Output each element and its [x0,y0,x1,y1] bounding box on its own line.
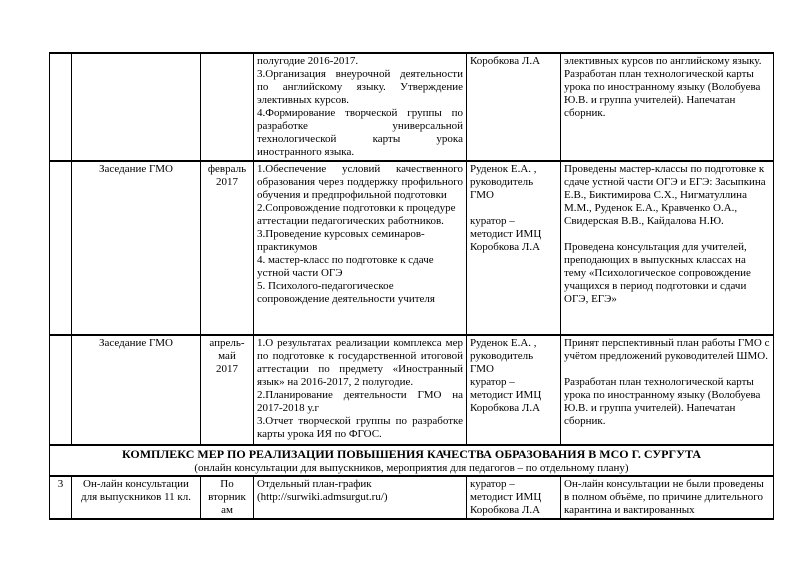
date-cell [201,476,254,519]
responsible-cell [467,476,561,519]
date-line: вторник [208,491,246,503]
paragraph: полугодие 2016-2017. [257,55,359,67]
date-line: По [220,478,234,490]
date-cell [201,161,254,335]
row-number-cell [50,476,72,519]
paragraph: Разработан план технологической карты урока по иностранному языку (Волобуева Ю.В. и группа учителей). Напечатан сборник. [564,376,761,427]
paragraph [564,228,770,241]
paragraph: 4. мастер-класс по подготовке к сдаче устной части ОГЭ [257,254,434,279]
paragraph [564,363,770,376]
responsible-cell [467,161,561,335]
section-subtitle: (онлайн консультации для выпускников, мероприятия для педагогов – по отдельному плану) [194,462,629,474]
section-header-row [50,445,774,476]
date-cell [201,53,254,161]
table-row-gmo-february [50,161,774,335]
paragraph: куратор – методист ИМЦ Коробкова Л.А [470,376,542,414]
paragraph: Руденок Е.А. , руководитель ГМО [470,337,537,375]
event-label: Заседание ГМО [99,163,173,175]
event-cell [72,161,201,335]
paragraph: куратор – методист ИМЦ Коробкова Л.А [470,478,542,516]
row-number-cell [50,53,72,161]
topics-cell [254,476,467,519]
section-title: КОМПЛЕКС МЕР ПО РЕАЛИЗАЦИИ ПОВЫШЕНИЯ КАЧЕСТВА ОБРАЗОВАНИЯ В МСО Г. СУРГУТА [121,447,702,461]
row-number-cell [50,335,72,445]
row-number-cell [50,161,72,335]
event-cell [72,335,201,445]
row-number: 3 [57,478,64,490]
responsible-cell [467,335,561,445]
paragraph: Проведены мастер-классы по подготовке к сдаче устной части ОГЭ и ЕГЭ: Засыпкина Е.В., Биктимирова С.Х., Нигматуллина М.М., Руденок Е.А., Кравченко О.А., Свидерская В.В., Кайдалова Н.Ю. [564,163,766,227]
paragraph: 1.О результатах реализации комплекса мер по подготовке к государственной итоговой аттестации по предмету «Иностранный язык» на 2016-2017, 2 полугодие. [257,337,463,388]
paragraph: Коробкова Л.А [470,55,541,67]
paragraph: 2.Планирование деятельности ГМО на 2017-2018 у.г [257,389,463,414]
event-cell [72,476,201,519]
paragraph: 2.Сопровождение подготовки к процедуре аттестации педагогических работников. [257,202,456,227]
section-header-cell [50,445,774,476]
gmo-activity-table [49,52,774,520]
table-row-online-consultations [50,476,774,519]
date-line: февраль [207,163,247,175]
results-cell [561,476,774,519]
event-cell [72,53,201,161]
responsible-cell [467,53,561,161]
table-row-gmo-april-may [50,335,774,445]
paragraph: Руденок Е.А. , руководитель ГМО [470,163,537,201]
plan-url-text: (http://surwiki.admsurgut.ru/) [257,491,388,503]
event-label: Заседание ГМО [99,337,173,349]
paragraph: куратор – методист ИМЦ Коробкова Л.А [470,215,542,253]
date-line: апрель- [209,337,245,349]
paragraph: 3.Проведение курсовых семинаров-практикумов [257,228,425,253]
paragraph: Отдельный план-график [257,478,372,490]
results-cell [561,53,774,161]
results-cell [561,335,774,445]
date-line: 2017 [216,176,238,188]
topics-cell [254,161,467,335]
paragraph: элективных курсов по английскому языку. Разработан план технологической карты урока по иностранному языку (Волобуева Ю.В. и группа учителей). Напечатан сборник. [564,55,762,119]
results-cell [561,161,774,335]
topics-cell [254,53,467,161]
table-row-continuation [50,53,774,161]
paragraph: 3.Отчет творческой группы по разработке карты урока ИЯ по ФГОС. [257,415,463,440]
paragraph: Проведена консультация для учителей, преподающих в выпускных классах на тему «Психологическое сопровождение учащихся в период подготовки и сдачи ОГЭ, ЕГЭ» [564,241,751,305]
paragraph: Он-лайн консультации не были проведены в полном объёме, по причине длительного карантина и вактированных [564,478,764,516]
date-line: ам [221,504,233,516]
paragraph: 5. Психолого-педагогическое сопровождение деятельности учителя [257,280,435,305]
paragraph: 1.Обеспечение условий качественного образования через поддержку профильного обучения и предпрофильной подготовки [257,163,463,201]
date-line: май [218,350,236,362]
topics-cell [254,335,467,445]
paragraph [470,202,557,215]
event-label: Он-лайн консультации для выпускников 11 кл. [80,478,192,503]
paragraph: 3.Организация внеурочной деятельности по английскому языку. Утверждение элективных курсов. [257,68,463,106]
date-line: 2017 [216,363,238,375]
paragraph: 4.Формирование творческой группы по разработке универсальной технологической карты урока иностранного языка. [257,107,463,158]
paragraph: Принят перспективный план работы ГМО с учётом предложений руководителей ШМО. [564,337,770,362]
date-cell [201,335,254,445]
